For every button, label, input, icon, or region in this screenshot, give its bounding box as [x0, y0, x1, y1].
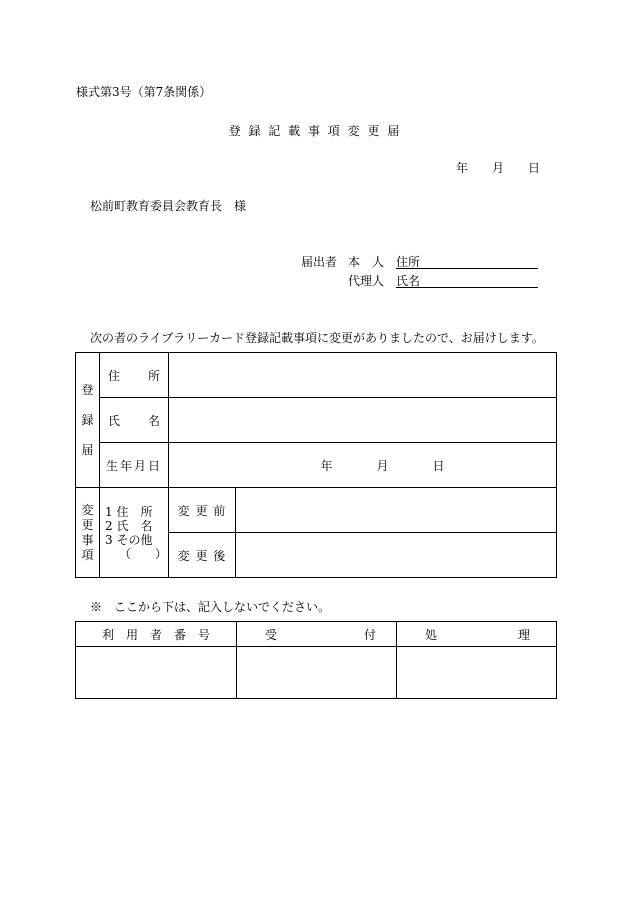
birth-day-label: 日 [432, 458, 445, 473]
received-cell[interactable] [237, 647, 397, 699]
name-underline[interactable] [396, 287, 538, 288]
date-month: 月 [492, 161, 505, 175]
change-item-name: 2 氏 名 [105, 518, 153, 533]
after-label-cell: 変 更 後 [169, 533, 236, 578]
change-item-other-paren: （ ） [119, 546, 168, 561]
change-item-other: 3 その他 [105, 532, 153, 547]
change-side-label: 変 更 事 項 [76, 488, 100, 578]
name-field[interactable] [169, 398, 557, 443]
birthdate-label-cell: 生年月日 [100, 443, 169, 488]
change-item-address: 1 住 所 [105, 504, 153, 519]
birth-year-label: 年 [320, 458, 333, 473]
date-year: 年 [456, 161, 469, 175]
received-header: 受 付 [237, 622, 397, 647]
applicant-address-label: 住所 [396, 255, 421, 269]
applicant-proxy: 代理人 [348, 274, 385, 288]
after-field[interactable] [236, 533, 557, 578]
date-day: 日 [528, 161, 541, 175]
change-items-cell [100, 488, 169, 578]
office-use-table [75, 621, 557, 699]
before-field[interactable] [236, 488, 557, 533]
processed-header: 処 理 [397, 622, 557, 647]
processed-cell[interactable] [397, 647, 557, 699]
applicant-label: 届出者 [301, 255, 338, 269]
birthdate-field[interactable] [169, 443, 557, 488]
applicant-name-label: 氏名 [396, 274, 421, 288]
form-title: 登 録 記 載 事 項 変 更 届 [228, 124, 402, 138]
registration-table [75, 352, 557, 578]
applicant-self: 本 人 [348, 255, 385, 269]
address-label-cell: 住 所 [100, 353, 169, 398]
form-number: 様式第3号（第7条関係） [76, 85, 212, 99]
address-field[interactable] [169, 353, 557, 398]
before-label-cell: 変 更 前 [169, 488, 236, 533]
addressee: 松前町教育委員会教育長 様 [90, 199, 247, 213]
office-note: ※ ここから下は、記入しないでください。 [90, 600, 331, 614]
user-number-header: 利 用 者 番 号 [76, 622, 237, 647]
name-label-cell: 氏 名 [100, 398, 169, 443]
registration-side-label: 登 録 届 [76, 353, 100, 488]
birth-month-label: 月 [376, 458, 389, 473]
address-underline[interactable] [396, 268, 538, 269]
user-number-cell[interactable] [76, 647, 237, 699]
intro-text: 次の者のライブラリーカード登録記載事項に変更がありましたので、お届けします。 [90, 331, 544, 345]
